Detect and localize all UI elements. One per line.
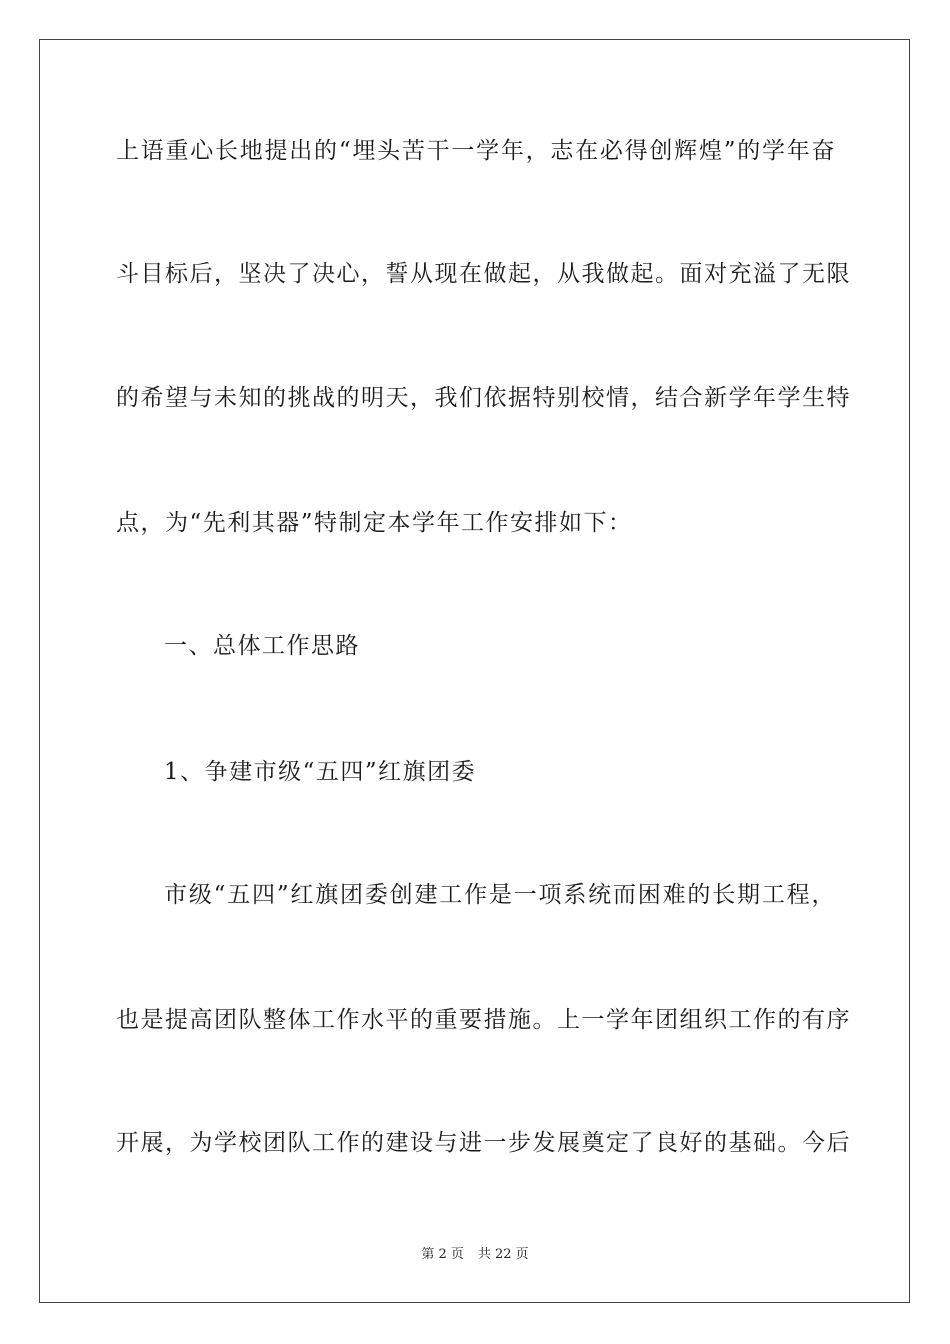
subsection-heading: 1、争建市级“五四”红旗团委 bbox=[164, 759, 477, 785]
page-footer bbox=[0, 1246, 950, 1264]
body-line-7: 市级“五四”红旗团委创建工作是一项系统而困难的长期工程， bbox=[164, 882, 836, 908]
body-line-4: 点，为“先利其器”特制定本学年工作安排如下： bbox=[116, 510, 633, 536]
section-heading: 一、总体工作思路 bbox=[164, 633, 360, 659]
body-line-8: 也是提高团队整体工作水平的重要措施。上一学年团组织工作的有序 bbox=[116, 1007, 851, 1033]
body-line-3: 的希望与未知的挑战的明天，我们依据特别校情，结合新学年学生特 bbox=[116, 385, 851, 411]
page-total: 共 22 页 bbox=[477, 1247, 529, 1262]
body-line-9: 开展，为学校团队工作的建设与进一步发展奠定了良好的基础。今后 bbox=[116, 1130, 851, 1156]
body-line-1: 上语重心长地提出的“埋头苦干一学年，志在必得创辉煌”的学年奋 bbox=[116, 138, 836, 164]
page-frame bbox=[39, 39, 910, 1303]
page-number: 第 2 页 bbox=[421, 1247, 464, 1262]
body-line-2: 斗目标后，坚决了决心，誓从现在做起，从我做起。面对充溢了无限 bbox=[116, 261, 851, 287]
